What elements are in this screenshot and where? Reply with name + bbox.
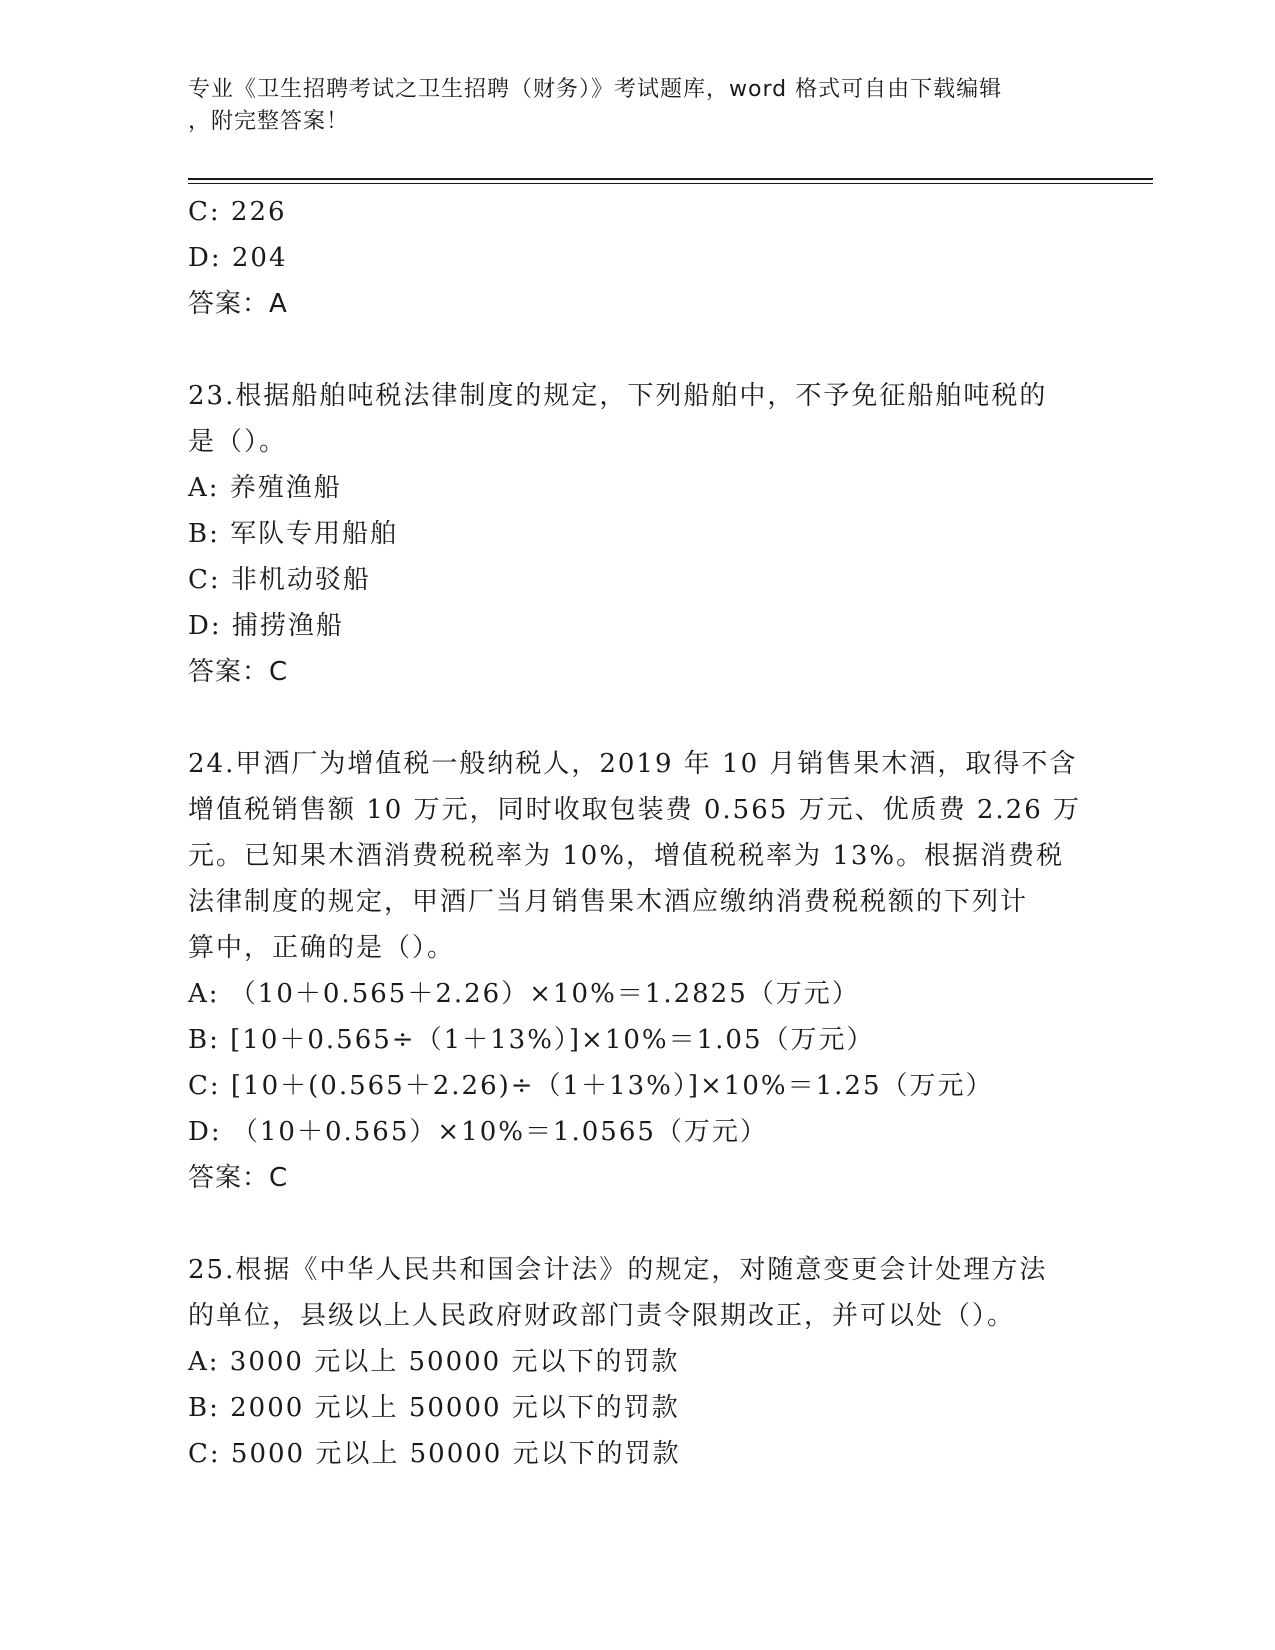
document-header (188, 74, 1068, 138)
question-stem: 是（）。 (188, 427, 288, 457)
option-c: C: 226 (188, 197, 287, 227)
question-stem: 的单位，县级以上人民政府财政部门责令限期改正，并可以处（）。 (188, 1301, 1016, 1331)
option-b: B: 军队专用船舶 (188, 519, 399, 549)
header-line-1: 专业《卫生招聘考试之卫生招聘（财务）》考试题库，word 格式可自由下载编辑 (188, 77, 1003, 102)
option-b: B: 2000 元以上 50000 元以下的罚款 (188, 1393, 680, 1423)
option-c: C: 非机动驳船 (188, 565, 371, 595)
option-d: D: （10＋0.565）×10%＝1.0565（万元） (188, 1117, 768, 1147)
question-stem: 增值税销售额 10 万元，同时收取包装费 0.565 万元、优质费 2.26 万 (188, 795, 1081, 825)
question-stem: 24.甲酒厂为增值税一般纳税人，2019 年 10 月销售果木酒，取得不含 (188, 749, 1078, 779)
question-stem: 算中，正确的是（）。 (188, 933, 456, 963)
header-line-2: ，附完整答案！ (188, 109, 350, 134)
answer-line: 答案：A (188, 289, 288, 319)
question-stem: 25.根据《中华人民共和国会计法》的规定，对随意变更会计处理方法 (188, 1255, 1048, 1285)
answer-line: 答案：C (188, 1163, 289, 1193)
spacer (188, 1201, 1088, 1247)
question-23 (188, 373, 1088, 695)
spacer (188, 327, 1088, 373)
option-c: C: 5000 元以上 50000 元以下的罚款 (188, 1439, 681, 1469)
question-list (188, 189, 1088, 1477)
header-divider-thick (188, 178, 1153, 180)
question-22-tail (188, 189, 1088, 327)
option-b: B: [10＋0.565÷（1＋13%）]×10%＝1.05（万元） (188, 1025, 875, 1055)
question-stem: 23.根据船舶吨税法律制度的规定，下列船舶中，不予免征船舶吨税的 (188, 381, 1048, 411)
option-a: A: 3000 元以上 50000 元以下的罚款 (188, 1347, 680, 1377)
question-stem: 法律制度的规定，甲酒厂当月销售果木酒应缴纳消费税税额的下列计 (188, 887, 1029, 917)
question-25 (188, 1247, 1088, 1477)
header-divider-thin (188, 183, 1153, 184)
option-c: C: [10＋(0.565＋2.26)÷（1＋13%）]×10%＝1.25（万元） (188, 1071, 994, 1101)
option-d: D: 204 (188, 243, 288, 273)
option-a: A: 养殖渔船 (188, 473, 342, 503)
question-stem: 元。已知果木酒消费税税率为 10%，增值税税率为 13%。根据消费税 (188, 841, 1065, 871)
option-d: D: 捕捞渔船 (188, 611, 344, 641)
answer-line: 答案：C (188, 657, 289, 687)
spacer (188, 695, 1088, 741)
question-24 (188, 741, 1088, 1201)
option-a: A: （10＋0.565＋2.26）×10%＝1.2825（万元） (188, 979, 860, 1009)
